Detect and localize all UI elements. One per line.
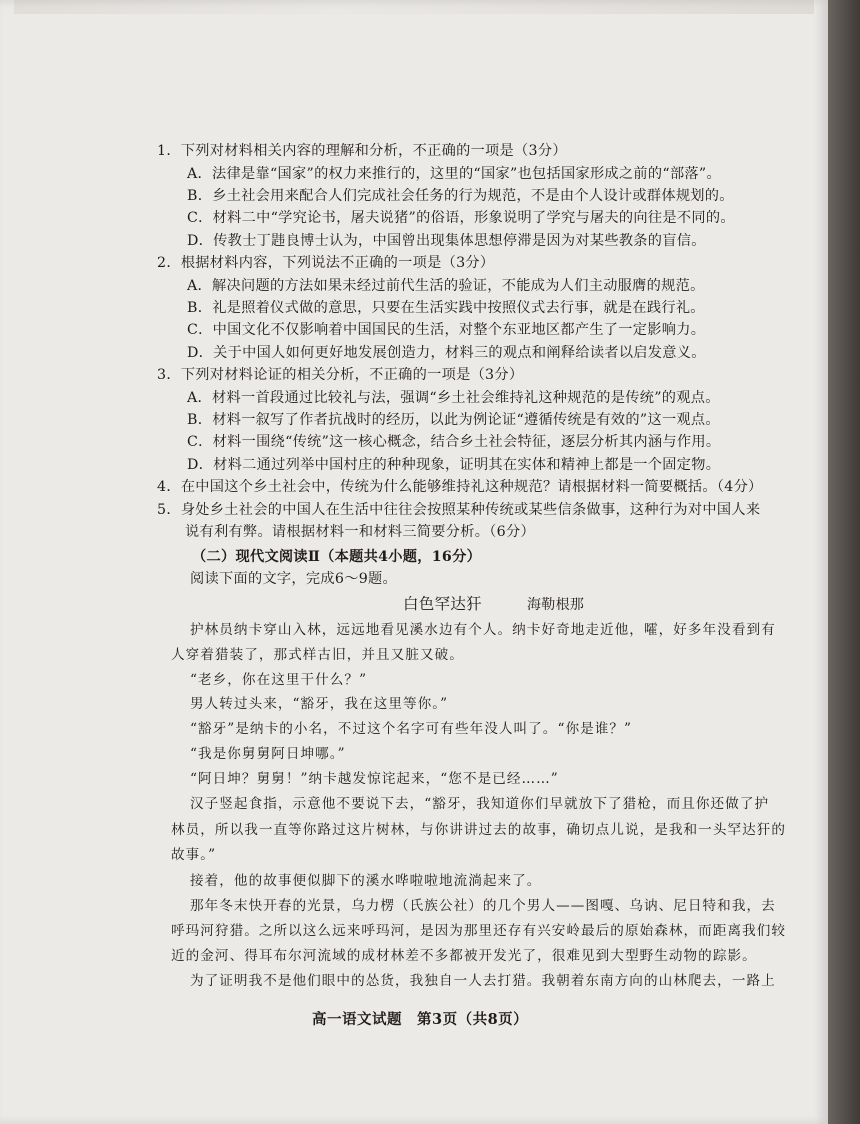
story-line: 林员，所以我一直等你路过这片树林，与你讲讲过去的故事，确切点儿说，是我和一头罕达犴的: [171, 822, 787, 838]
question-2-option-a: A．解决问题的方法如果未经过前代生活的验证，不能成为人们主动服膺的规范。: [187, 278, 705, 294]
question-5-line-1: 5．身处乡土社会的中国人在生活中往往会按照某种传统或某些信条做事，这种行为对中国人来: [157, 502, 761, 518]
question-1-option-b: B．乡土社会用来配合人们完成社会任务的行为规范，不是由个人设计或群体规划的。: [187, 188, 734, 204]
question-2-option-c: C．中国文化不仅影响着中国国民的生活，对整个东亚地区都产生了一定影响力。: [187, 322, 706, 338]
section-instruction: 阅读下面的文字，完成6～9题。: [190, 571, 397, 587]
question-2-stem: 2．根据材料内容，下列说法不正确的一项是（3分）: [157, 255, 495, 271]
story-line: 近的金河、得耳布尔河流域的成材林差不多都被开发光了，很难见到大型野生动物的踪影。: [171, 948, 757, 964]
story-line: 人穿着猎装了，那式样古旧，并且又脏又破。: [171, 647, 464, 663]
story-line: 接着，他的故事便似脚下的溪水哗啦啦地流淌起来了。: [190, 873, 542, 889]
question-5-line-2: 说有利有弊。请根据材料一和材料三简要分析。（6分）: [185, 524, 535, 540]
question-3-option-a: A．材料一首段通过比较礼与法，强调“乡土社会维持礼这种规范的是传统”的观点。: [187, 390, 720, 406]
question-3-option-d: D．材料二通过列举中国村庄的种种现象，证明其在实体和精神上都是一个固定物。: [187, 457, 721, 473]
question-1-option-c: C．材料二中“学究论书，屠夫说猪”的俗语，形象说明了学究与屠夫的向往是不同的。: [187, 210, 735, 226]
story-title: 白色罕达犴: [403, 595, 483, 613]
question-3-option-b: B．材料一叙写了作者抗战时的经历，以此为例论证“遵循传统是有效的”这一观点。: [187, 412, 720, 428]
story-line: 为了证明我不是他们眼中的怂货，我独自一人去打猎。我朝着东南方向的山林爬去，一路上: [190, 973, 776, 989]
story-line: 故事。”: [171, 847, 217, 863]
question-3-option-c: C．材料一围绕“传统”这一核心概念，结合乡土社会特征，逐层分析其内涵与作用。: [187, 434, 721, 450]
story-author: 海勒根那: [527, 597, 585, 613]
section-heading: （二）现代文阅读Ⅱ（本题共4小题，16分）: [192, 549, 482, 565]
story-line: 那年冬末快开春的光景，乌力楞（氏族公社）的几个男人——图嘎、乌讷、尼日特和我，去: [190, 898, 776, 914]
question-2-option-d: D．关于中国人如何更好地发展创造力，材料三的观点和阐释给读者以启发意义。: [187, 345, 706, 361]
question-1-option-d: D．传教士丁韪良博士认为，中国曾出现集体思想停滞是因为对某些教条的盲信。: [187, 233, 706, 249]
story-line: 护林员纳卡穿山入林，远远地看见溪水边有个人。纳卡好奇地走近他，嚯，好多年没看到有: [190, 622, 776, 638]
story-line: 呼玛河狩猎。之所以这么远来呼玛河，是因为那里还存有兴安岭最后的原始森林，而距离我们较: [171, 923, 787, 939]
story-line: “豁牙”是纳卡的小名，不过这个名字可有些年没人叫了。“你是谁？”: [190, 721, 633, 737]
story-line: “老乡，你在这里干什么？”: [190, 672, 368, 688]
question-1-stem: 1．下列对材料相关内容的理解和分析，不正确的一项是（3分）: [157, 143, 567, 159]
question-1-option-a: A．法律是靠“国家”的权力来推行的，这里的“国家”也包括国家形成之前的“部落”。: [187, 166, 721, 182]
question-2-option-b: B．礼是照着仪式做的意思，只要在生活实践中按照仪式去行事，就是在践行礼。: [187, 300, 705, 316]
story-line: “阿日坤？舅舅！”纳卡越发惊诧起来，“您不是已经……”: [190, 771, 559, 787]
story-line: “我是你舅舅阿日坤哪。”: [190, 746, 346, 762]
story-line: 男人转过头来，“豁牙，我在这里等你。”: [190, 696, 449, 712]
story-line: 汉子竖起食指，示意他不要说下去，“豁牙，我知道你们早就放下了猎枪，而且你还做了护: [190, 796, 770, 812]
page-footer: 高一语文试题 第3页（共8页）: [312, 1011, 529, 1028]
question-4: 4．在中国这个乡土社会中，传统为什么能够维持礼这种规范？请根据材料一简要概括。（4分）: [157, 479, 763, 495]
question-3-stem: 3．下列对材料论证的相关分析，不正确的一项是（3分）: [157, 367, 524, 383]
scan-edge: [828, 0, 860, 1124]
